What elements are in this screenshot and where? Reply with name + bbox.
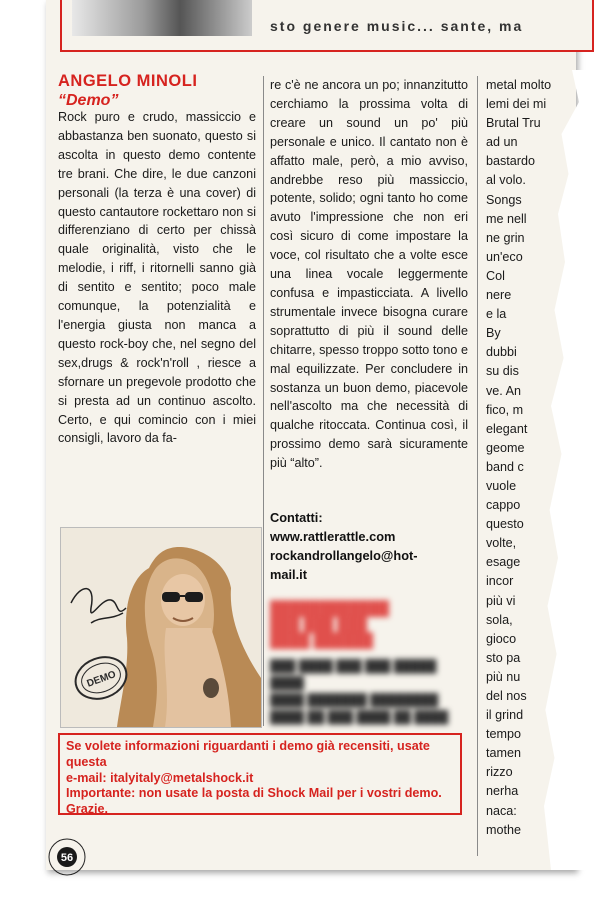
column-3-line: incor bbox=[486, 574, 514, 589]
column-3-line: tempo bbox=[486, 727, 522, 742]
column-3-line: del nos bbox=[486, 689, 527, 703]
column-3-line: gioco bbox=[486, 631, 517, 646]
column-3-line: By bbox=[486, 326, 501, 341]
column-3-line: al volo. bbox=[486, 173, 526, 188]
column-3-line: questo bbox=[486, 517, 524, 532]
info-email[interactable]: e-mail: italyitaly@metalshock.it bbox=[66, 770, 254, 785]
column-3-line: volte, bbox=[486, 536, 517, 551]
column-3-line: ve. An bbox=[486, 383, 522, 398]
column-3-line: Col bbox=[486, 268, 505, 283]
column-3-line: ne grin bbox=[486, 230, 525, 245]
info-warning: Importante: non usate la posta di Shock Mail per i vostri demo. Grazie. bbox=[66, 786, 442, 817]
column-3-line: dubbi bbox=[486, 345, 517, 360]
column-3-line: vuole bbox=[486, 478, 517, 493]
review-column-3-cropped bbox=[486, 76, 556, 840]
column-3-line: elegant bbox=[486, 421, 528, 436]
column-3-line: Brutal Tru bbox=[486, 116, 541, 131]
info-line-1: Se volete informazioni riguardanti i demo già recensiti, usate questa bbox=[66, 739, 430, 769]
contacts-label: Contatti: bbox=[270, 510, 323, 525]
demo-stamp: DEMO bbox=[85, 669, 118, 690]
column-3-line: nere bbox=[486, 288, 512, 303]
column-divider bbox=[263, 76, 264, 726]
column-3-line: naca: bbox=[486, 803, 517, 818]
column-3-line: ad un bbox=[486, 135, 518, 150]
column-3-line: metal molto bbox=[486, 78, 552, 92]
blurred-next-review-title: ████████████ ███ ███ ███ ████ ██████ bbox=[270, 600, 390, 648]
page-number: 56 bbox=[60, 852, 74, 864]
previous-article-photo bbox=[72, 0, 252, 36]
contacts-block bbox=[270, 508, 418, 584]
review-heading bbox=[58, 72, 197, 110]
contact-email-cont[interactable]: mail.it bbox=[270, 567, 307, 582]
contact-website[interactable]: www.rattlerattle.com bbox=[270, 529, 396, 544]
column-3-line: esage bbox=[486, 555, 521, 570]
column-3-line: cappo bbox=[486, 498, 521, 513]
contact-email[interactable]: rockandrollangelo@hot- bbox=[270, 548, 418, 563]
previous-article-text: sto genere music... sante, ma bbox=[270, 18, 524, 34]
review-column-1: Rock puro e crudo, massiccio e abbastanza ben suonato, questo si ascolta in questo demo contente tre brani. Che dire, le due canzoni personali (la terza è una cover) di questo cantautore rockettaro non si differenziano di certo per chissà quale originalità, visto che le melodie, i riff, i ritornelli sanno già di sentito e sentito; poco male comunque, la potenzialità e l'energia giusta non manca a questo rock-boy che, nel segno del sex,drugs & rock'n'roll , riesce a sfornare un pregevole prodotto che si presta ad un continuo ascolto. Certo, e qui comincio con i miei consigli, lavoro da fa- bbox=[58, 110, 256, 446]
column-3-line: nerha bbox=[486, 784, 519, 799]
column-3-line: tamen bbox=[486, 746, 522, 761]
column-3-line: me nell bbox=[486, 211, 527, 226]
review-column-2: re c'è ne ancora un po; innanzitutto cerchiamo la prossima volta di creare un sound un po' più personale e unico. Il cantato non è affatto male, però, a mio avviso, andrebbe reso più massiccio, potente, solido; ogni tanto ho come avuto l'impressione che non eri così sicuro di come impostare la voce, col risultato che a volte esce una linea vocale leggermente confusa e impasticciata. A livello strumentale invece bisogna curare soprattutto di più il sound delle chitarre, spesso troppo sotto tono e mal equilizzate. Per concludere in sostanza un buon demo, piacevole nell'ascolto ma che necessità di qualche ritoccata. Continua così, il prossimo demo sarà sicuramente più “alto”. bbox=[270, 78, 468, 471]
demo-info-box bbox=[58, 733, 462, 815]
column-3-line: Songs bbox=[486, 192, 522, 207]
column-3-line: su dis bbox=[486, 364, 519, 379]
column-3-line: bastardo bbox=[486, 154, 536, 169]
column-3-line: geome bbox=[486, 440, 525, 455]
column-3-line: più nu bbox=[486, 669, 521, 684]
page-number-badge bbox=[46, 836, 88, 878]
column-3-line: rizzo bbox=[486, 765, 513, 780]
column-3-line: fico, m bbox=[486, 402, 524, 417]
release-title: “Demo” bbox=[58, 92, 119, 109]
column-3-line: più vi bbox=[486, 593, 516, 608]
column-divider bbox=[477, 76, 478, 856]
demo-cover-image bbox=[60, 527, 262, 728]
column-3-line: mothe bbox=[486, 822, 522, 837]
column-3-line: sola, bbox=[486, 612, 513, 627]
column-3-line: il grind bbox=[486, 708, 524, 723]
column-3-line: lemi dei mi bbox=[486, 97, 547, 112]
cover-illustration bbox=[61, 528, 261, 727]
column-3-line: sto pa bbox=[486, 650, 521, 665]
blurred-next-review-text: ███ ████ ███ ███ █████ ████ ████ ███████ ████████ ████ ██ ███ ████ ██ ████ bbox=[270, 659, 449, 724]
column-3-line: band c bbox=[486, 459, 524, 474]
column-3-line: e la bbox=[486, 307, 507, 322]
artist-name: ANGELO MINOLI bbox=[58, 72, 198, 90]
column-3-line: un'eco bbox=[486, 249, 523, 264]
